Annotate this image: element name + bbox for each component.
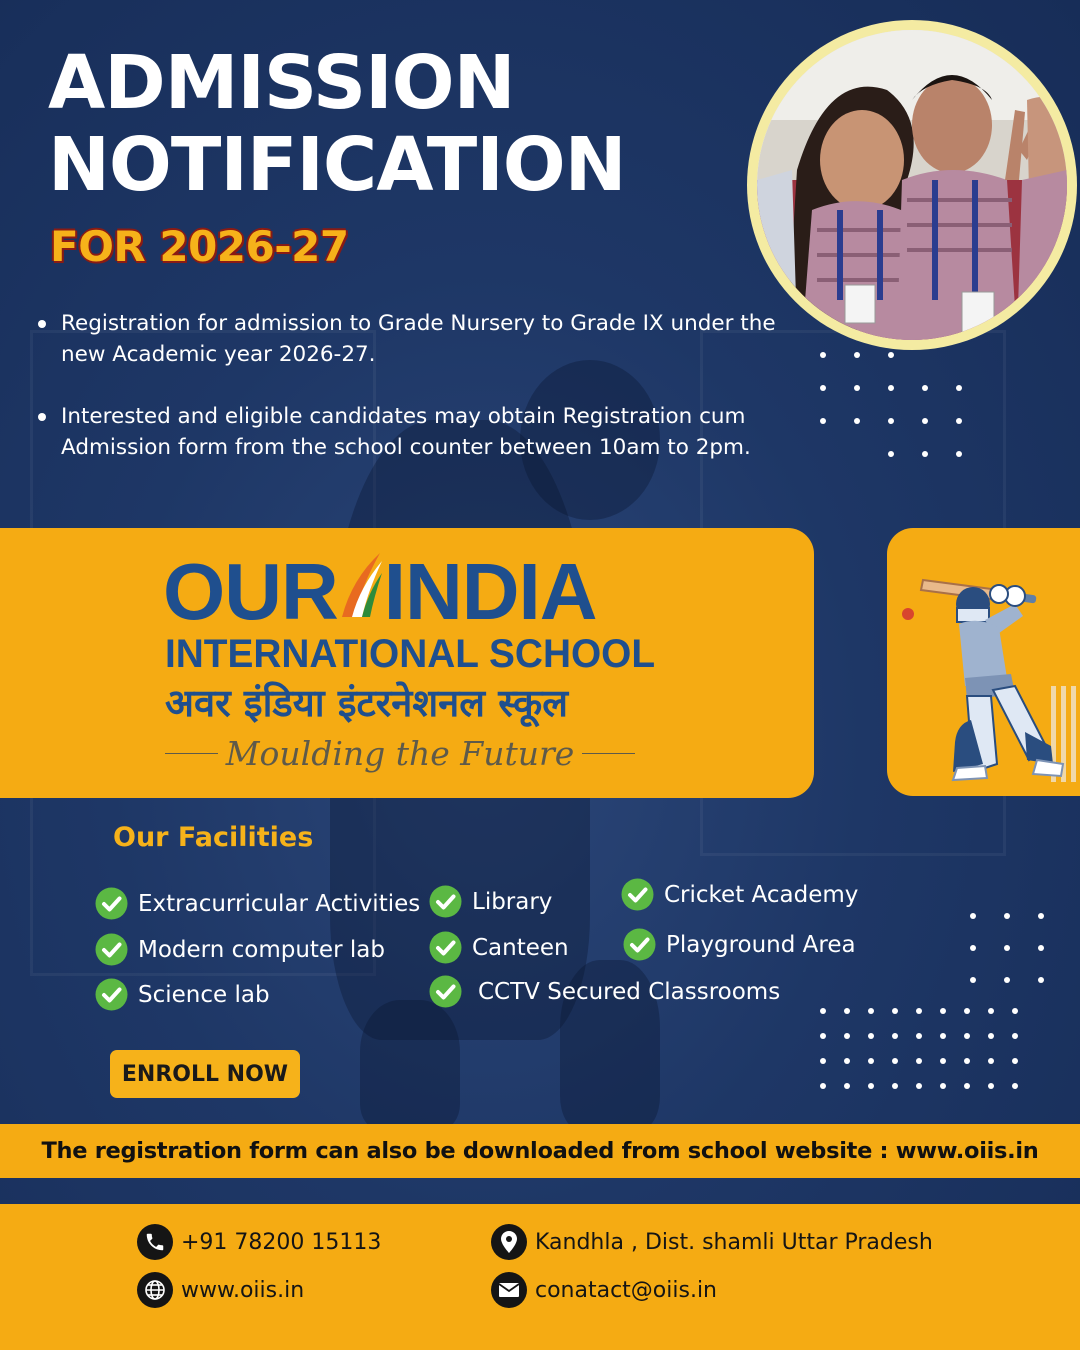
logo-word-india: INDIA (383, 547, 597, 636)
decorative-dot (820, 352, 826, 358)
contact-address (491, 1224, 933, 1260)
decorative-dots (820, 352, 962, 457)
decorative-dot (820, 385, 826, 391)
phone-number: +91 78200 15113 (181, 1229, 382, 1255)
students-illustration (757, 30, 1067, 340)
decorative-dot (1004, 945, 1010, 951)
check-circle-icon (95, 887, 128, 920)
decorative-dot (956, 418, 962, 424)
facility-label: Cricket Academy (664, 881, 859, 908)
facility-label: Library (472, 888, 553, 915)
decorative-dot (1038, 945, 1044, 951)
facility-item (623, 928, 856, 961)
check-circle-icon (429, 931, 462, 964)
logo-school-name: INTERNATIONAL SCHOOL (165, 632, 656, 676)
download-info-text: The registration form can also be downloaded from school website : www.oiis.in (41, 1138, 1039, 1164)
logo-hindi-name: अवर इंडिया इंटरनेशनल स्कूल (165, 681, 568, 725)
decorative-dot (988, 1008, 994, 1014)
tagline-rule (165, 753, 218, 755)
decorative-dot (940, 1033, 946, 1039)
facility-label: Playground Area (666, 931, 856, 958)
decorative-dot (844, 1008, 850, 1014)
title-line-2: NOTIFICATION (48, 122, 626, 208)
decorative-dot (940, 1008, 946, 1014)
decorative-dot (820, 1033, 826, 1039)
contact-website[interactable] (137, 1272, 304, 1308)
decorative-dot (844, 1083, 850, 1089)
cricketer-icon (887, 528, 1080, 796)
decorative-dot (988, 1033, 994, 1039)
decorative-dot (820, 1083, 826, 1089)
facility-item (429, 975, 780, 1008)
facility-item (621, 878, 858, 911)
cricket-illustration-card (887, 528, 1080, 796)
facility-item (429, 931, 569, 964)
decorative-dots (970, 913, 1044, 983)
decorative-dot (868, 1033, 874, 1039)
decorative-dot (844, 1058, 850, 1064)
address-text: Kandhla , Dist. shamli Uttar Pradesh (535, 1229, 933, 1255)
mail-icon (491, 1272, 527, 1308)
decorative-dot (916, 1008, 922, 1014)
decorative-dot (892, 1033, 898, 1039)
logo-wordmark (163, 548, 597, 636)
facility-label: Extracurricular Activities (138, 890, 421, 917)
decorative-dot (964, 1058, 970, 1064)
decorative-dot (1038, 913, 1044, 919)
page-title (48, 42, 626, 206)
download-info-banner (0, 1124, 1080, 1178)
notice-bullet: Registration for admission to Grade Nursery to Grade IX under the new Academic year 2026-27. (36, 308, 806, 370)
facilities-title: Our Facilities (113, 822, 314, 853)
academic-year-subtitle: FOR 2026-27 (50, 222, 349, 271)
decorative-dot (888, 418, 894, 424)
decorative-dots (820, 1008, 1017, 1089)
logo-tagline (165, 734, 635, 773)
facility-label: CCTV Secured Classrooms (478, 978, 781, 1005)
facility-label: Modern computer lab (138, 936, 385, 963)
decorative-dot (970, 977, 976, 983)
decorative-dot (916, 1058, 922, 1064)
decorative-dot (820, 1008, 826, 1014)
globe-icon (137, 1272, 173, 1308)
contact-footer (0, 1204, 1080, 1350)
decorative-dot (916, 1083, 922, 1089)
contact-email[interactable] (491, 1272, 717, 1308)
decorative-dot (964, 1008, 970, 1014)
logo-word-our: OUR (163, 547, 338, 636)
decorative-dot (964, 1083, 970, 1089)
decorative-dot (888, 451, 894, 457)
decorative-dot (1012, 1008, 1018, 1014)
tagline-text: Moulding the Future (225, 734, 575, 773)
decorative-dot (868, 1008, 874, 1014)
facility-label: Science lab (138, 981, 270, 1008)
decorative-dot (868, 1083, 874, 1089)
decorative-dot (854, 418, 860, 424)
decorative-dot (916, 1033, 922, 1039)
decorative-dot (964, 1033, 970, 1039)
check-circle-icon (623, 928, 656, 961)
decorative-dot (922, 418, 928, 424)
tagline-rule (582, 753, 635, 755)
title-line-1: ADMISSION (48, 40, 515, 126)
email-address: conatact@oiis.in (535, 1277, 718, 1303)
decorative-dot (970, 913, 976, 919)
decorative-dot (854, 352, 860, 358)
facility-item (95, 933, 385, 966)
students-photo (757, 30, 1067, 340)
enroll-now-button[interactable]: ENROLL NOW (110, 1050, 300, 1098)
decorative-dot (892, 1083, 898, 1089)
check-circle-icon (429, 975, 462, 1008)
location-pin-icon (491, 1224, 527, 1260)
decorative-dot (940, 1058, 946, 1064)
decorative-dot (922, 451, 928, 457)
decorative-dot (854, 385, 860, 391)
decorative-dot (892, 1008, 898, 1014)
background-figure (360, 1000, 460, 1130)
decorative-dot (956, 385, 962, 391)
check-circle-icon (95, 933, 128, 966)
decorative-dot (888, 352, 894, 358)
facility-item (429, 885, 552, 918)
decorative-dot (940, 1083, 946, 1089)
decorative-dot (1012, 1033, 1018, 1039)
decorative-dot (922, 385, 928, 391)
decorative-dot (1038, 977, 1044, 983)
decorative-dot (988, 1083, 994, 1089)
check-circle-icon (621, 878, 654, 911)
decorative-dot (892, 1058, 898, 1064)
decorative-dot (820, 1058, 826, 1064)
decorative-dot (820, 418, 826, 424)
decorative-dot (844, 1033, 850, 1039)
notice-bullet-list (36, 308, 806, 494)
facility-item (95, 978, 270, 1011)
decorative-dot (868, 1058, 874, 1064)
decorative-dot (970, 945, 976, 951)
decorative-dot (988, 1058, 994, 1064)
decorative-dot (888, 385, 894, 391)
decorative-dot (1012, 1058, 1018, 1064)
flag-stroke-icon (338, 548, 384, 636)
notice-bullet: Interested and eligible candidates may obtain Registration cum Admission form from the school counter between 10am to 2pm. (36, 401, 806, 463)
check-circle-icon (429, 885, 462, 918)
decorative-dot (1004, 913, 1010, 919)
facility-item (95, 887, 420, 920)
website-url: www.oiis.in (181, 1277, 305, 1303)
check-circle-icon (95, 978, 128, 1011)
phone-icon (137, 1224, 173, 1260)
facility-label: Canteen (472, 934, 569, 961)
photo-frame (747, 20, 1077, 350)
decorative-dot (1012, 1083, 1018, 1089)
school-logo-card (0, 528, 814, 798)
contact-phone[interactable] (137, 1224, 381, 1260)
decorative-dot (1004, 977, 1010, 983)
decorative-dot (956, 451, 962, 457)
